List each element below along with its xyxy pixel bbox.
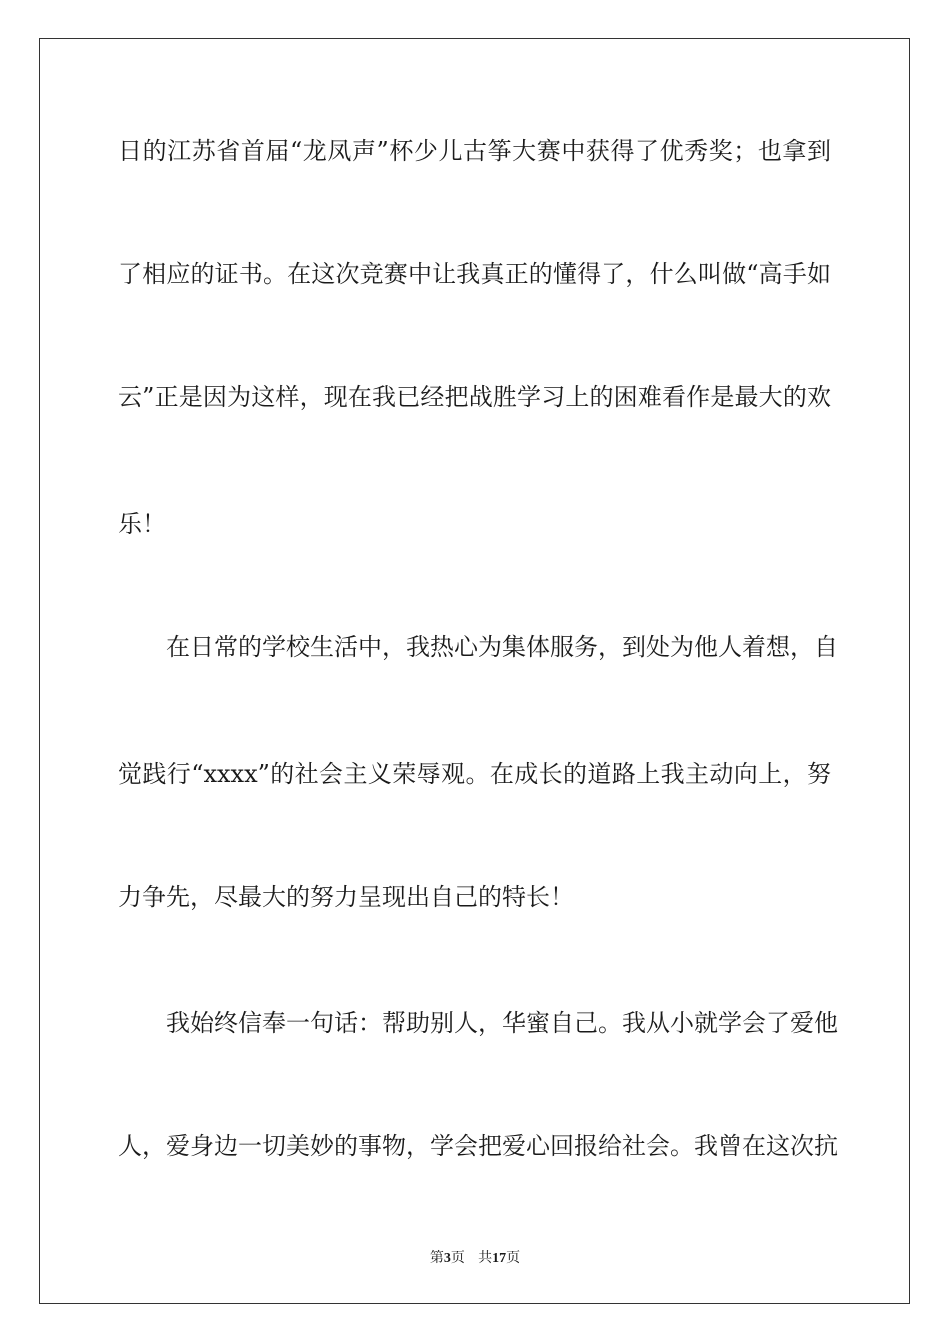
total-prefix: 共: [478, 1250, 493, 1266]
paragraph-2-line-2: 觉践行“xxxx”的社会主义荣辱观。在成长的道路上我主动向上，努: [118, 760, 831, 788]
text-line-3: 云”正是因为这样，现在我已经把战胜学习上的困难看作是最大的欢: [118, 383, 831, 411]
paragraph-3-line-2: 人，爱身边一切美妙的事物，学会把爱心回报给社会。我曾在这次抗: [118, 1132, 838, 1160]
page-footer: [0, 1247, 950, 1267]
text-line-2: 了相应的证书。在这次竞赛中让我真正的懂得了，什么叫做“高手如: [118, 260, 831, 288]
page-suffix: 页: [450, 1250, 465, 1266]
paragraph-2-line-1: 在日常的学校生活中，我热心为集体服务，到处为他人着想，自: [166, 633, 838, 661]
text-line-4: 乐！: [118, 510, 166, 538]
paragraph-3-line-1: 我始终信奉一句话：帮助别人，华蜜自己。我从小就学会了爱他: [166, 1009, 838, 1037]
text-line-1: 日的江苏省首届“龙凤声”杯少儿古筝大赛中获得了优秀奖；也拿到: [118, 137, 831, 165]
total-suffix: 页: [506, 1250, 521, 1266]
page-prefix: 第: [429, 1250, 444, 1266]
total-pages: 17: [492, 1251, 507, 1266]
page-border: [39, 38, 910, 1304]
page-number: 3: [443, 1251, 451, 1266]
paragraph-2-line-3: 力争先，尽最大的努力呈现出自己的特长！: [118, 883, 574, 911]
